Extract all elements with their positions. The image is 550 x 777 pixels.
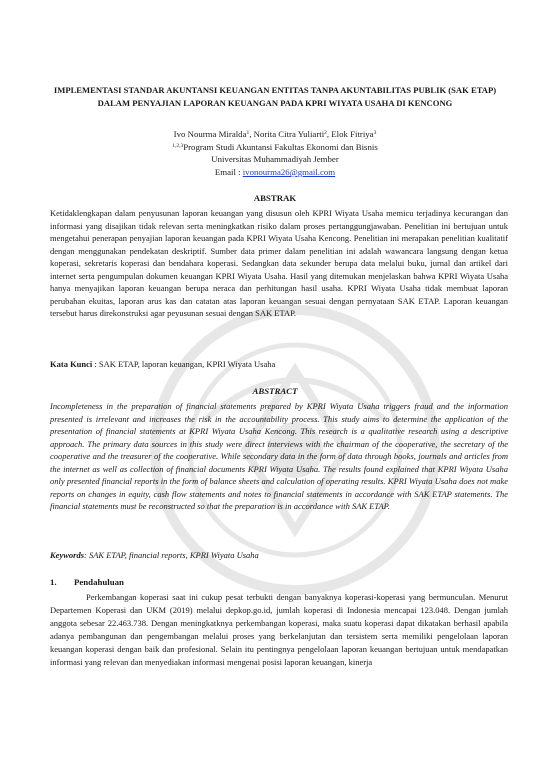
email-link[interactable]: ivonourma26@gmail.com [242, 167, 336, 177]
abstrak-text: Ketidaklengkapan dalam penyusunan laporan keuangan yang disusun oleh KPRI Wiyata Usaha memicu terjadinya kecurangan dan informasi yang disajikan tidak relevan serta meningkatkan risiko dalam proses pertanggungjawaban. Penelitian ini bertujuan untuk mengetahui penerapan penyajian laporan keuangan pada KPRI Wiyata Usaha Kencong. Penelitian ini merapakan penelitian kualitatif dengan menggunakan pendekatan deskriptif. Sumber data primer dalam penelitian ini adalah wawancara langsung dengan ketua koperasi, sekretaris koperasi dan bendahara koperasi. Sedangkan data sekunder berupa data melalui buku, jurnal dan artikel dari internet serta pengumpulan dokumen keuangan KPRI Wiyata Usaha. Hasil yang ditemukan menjelaskan bahwa KPRI Wiyata Usaha hanya menyajikan laporan keuangan berupa neraca dan perhitungan hasil usaha. KPRI Wiyata Usaha tidak membuat laporan perubahan ekuitas, laporan arus kas dan catatan atas laporan keuangan sesuai dengan pernyataan SAK ETAP. Laporan keuangan tersebut harus direkonstruksi agar peyusunan sesuai dengan SAK ETAP. [50, 208, 508, 319]
abstract-text: Incompleteness in the preparation of financial statements prepared by KPRI Wiyata Usaha triggers fraud and the information presented is irrelevant and increases the risk in the accountability process. This study aims to determine the application of the presentation of financial statements at KPRI Wiyata Usaha Kencong. This research is a qualitative research using a descriptive approach. The primary data sources in this study were direct interviews with the chairman of the cooperative, the secretary of the cooperative and the treasurer of the cooperative. While secondary data in the form of data through books, journals and articles from the internet as well as collection of financial documents KPRI Wiyata Usaha. The results found explained that KPRI Wiyata Usaha only presented financial reports in the form of balance sheets and calculation of operating results. KPRI Wiyata Usaha does not make reports on changes in equity, cash flow statements and notes to financial statements in accordance with SAK ETAP statements. The financial statements must be reconstructed so that the preparation is in accordance with SAK ETAP. [50, 401, 508, 512]
abstract-keywords: Keywords: SAK ETAP, financial reports, KPRI Wiyata Usaha [50, 550, 259, 560]
abstract-heading: ABSTRACT [252, 386, 298, 396]
affiliation-university: Universitas Muhammadiyah Jember [211, 154, 339, 164]
abstrak-keywords: Kata Kunci : SAK ETAP, laporan keuangan, KPRI Wiyata Usaha [50, 359, 276, 369]
author-3: , Elok Fitriya [326, 129, 374, 139]
author-line: Ivo Nourma Miralda$^1$, Norita Citra Yuliarti$^2$, Elok Fitriya$^3$ [173, 129, 377, 139]
paper-title: IMPLEMENTASI STANDAR AKUNTANSI KEUANGAN ENTITAS TANPA AKUNTABILITAS PUBLIK (SAK ETAP) DALAM PENYAJIAN LAPORAN KEUANGAN PADA KPRI WIYATA USAHA DI KENCONG [53, 85, 497, 108]
email-line: Email : ivonourma26@gmail.com [214, 167, 336, 177]
section-1-heading: 1. Pendahuluan [50, 577, 124, 587]
author-2: , Norita Citra Yuliarti [249, 129, 325, 139]
abstrak-heading: ABSTRAK [253, 193, 297, 203]
author-1: Ivo Nourma Miralda [173, 129, 247, 139]
affiliation-dept: $^{1,2,3}$Program Studi Akuntansi Fakultas Ekonomi dan Bisnis [172, 142, 378, 152]
section-1-body: Perkembangan koperasi saat ini cukup pesat terbukti dengan banyaknya koperasi-koperasi yang bermunculan. Menurut Departemen Koperasi dan UKM (2019) melalui depkop.go.id, jumlah koperasi di Indonesia mencapai 123.048. Dengan jumlah anggota sebesar 22.463.738. Dengan meningkatknya perkembangan koperasi, maka suatu koperasi dapat dikatakan berhasil apabila adanya pembangunan dan pengembangan melalui proses yang berkelanjutan dan tersistem serta memiliki pengelolaan laporan keuangan koperasi dengan baik dan profesional. Selain itu pentingnya pengelolaan laporan keuangan bertujuan untuk mendapatkan informasi yang relevan dan menyediakan informasi mengenai posisi laporan keuangan, kinerja [50, 592, 508, 668]
